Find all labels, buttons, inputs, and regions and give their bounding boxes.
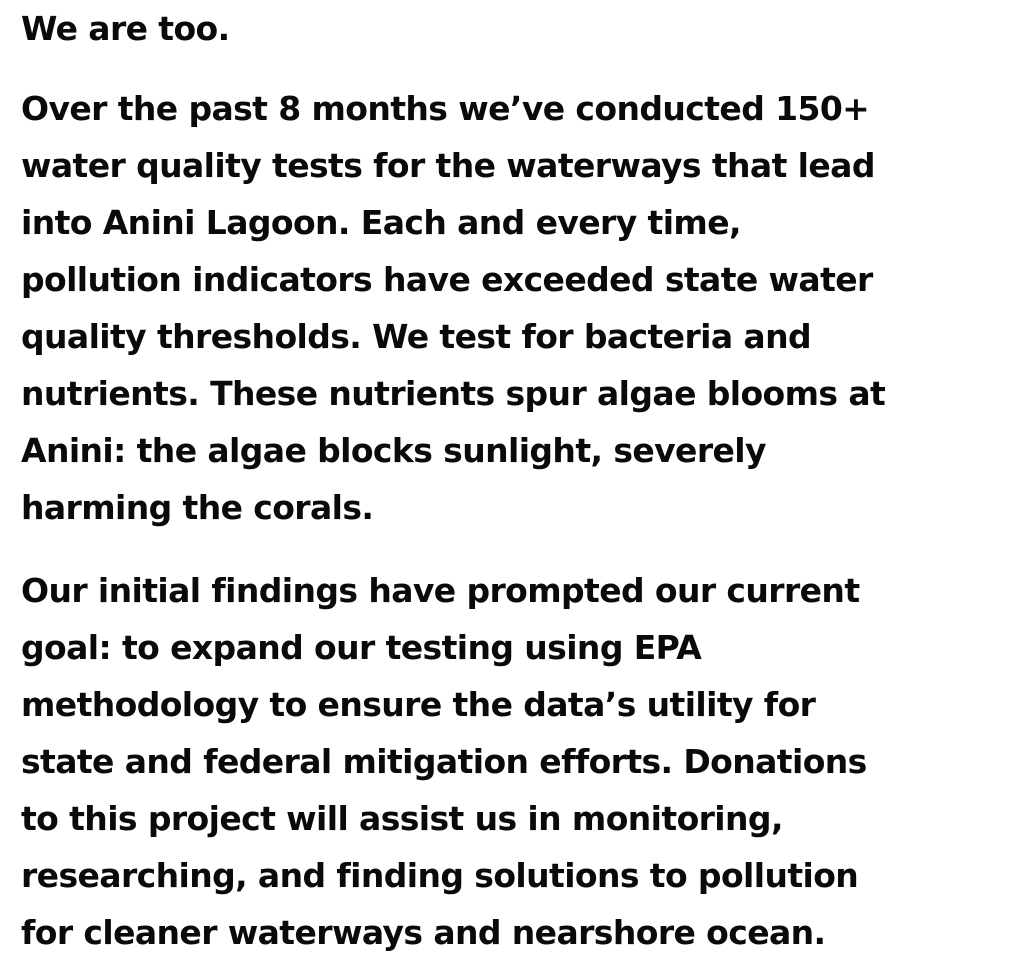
paragraph-2-line-5: quality thresholds. We test for bacteria and (21, 317, 811, 356)
paragraph-1-line-1: We are too. (21, 9, 230, 48)
paragraph-2-line-7: Anini: the algae blocks sunlight, severely (21, 431, 766, 470)
paragraph-2-line-1: Over the past 8 months we’ve conducted 150+ (21, 89, 870, 128)
paragraph-3-line-1: Our initial findings have prompted our current (21, 571, 860, 610)
paragraph-3-line-7: for cleaner waterways and nearshore ocean. (21, 913, 826, 952)
paragraph-3-line-3: methodology to ensure the data’s utility for (21, 685, 816, 724)
paragraph-2-line-6: nutrients. These nutrients spur algae blooms at (21, 374, 886, 413)
paragraph-2-line-2: water quality tests for the waterways that lead (21, 146, 875, 185)
paragraph-3-line-4: state and federal mitigation efforts. Donations (21, 742, 867, 781)
paragraph-3-line-5: to this project will assist us in monitoring, (21, 799, 783, 838)
paragraph-3-line-6: researching, and finding solutions to pollution (21, 856, 859, 895)
paragraph-2-line-8: harming the corals. (21, 488, 374, 527)
paragraph-2-line-3: into Anini Lagoon. Each and every time, (21, 203, 741, 242)
paragraph-3-line-2: goal: to expand our testing using EPA (21, 628, 702, 667)
paragraph-2-line-4: pollution indicators have exceeded state water (21, 260, 873, 299)
